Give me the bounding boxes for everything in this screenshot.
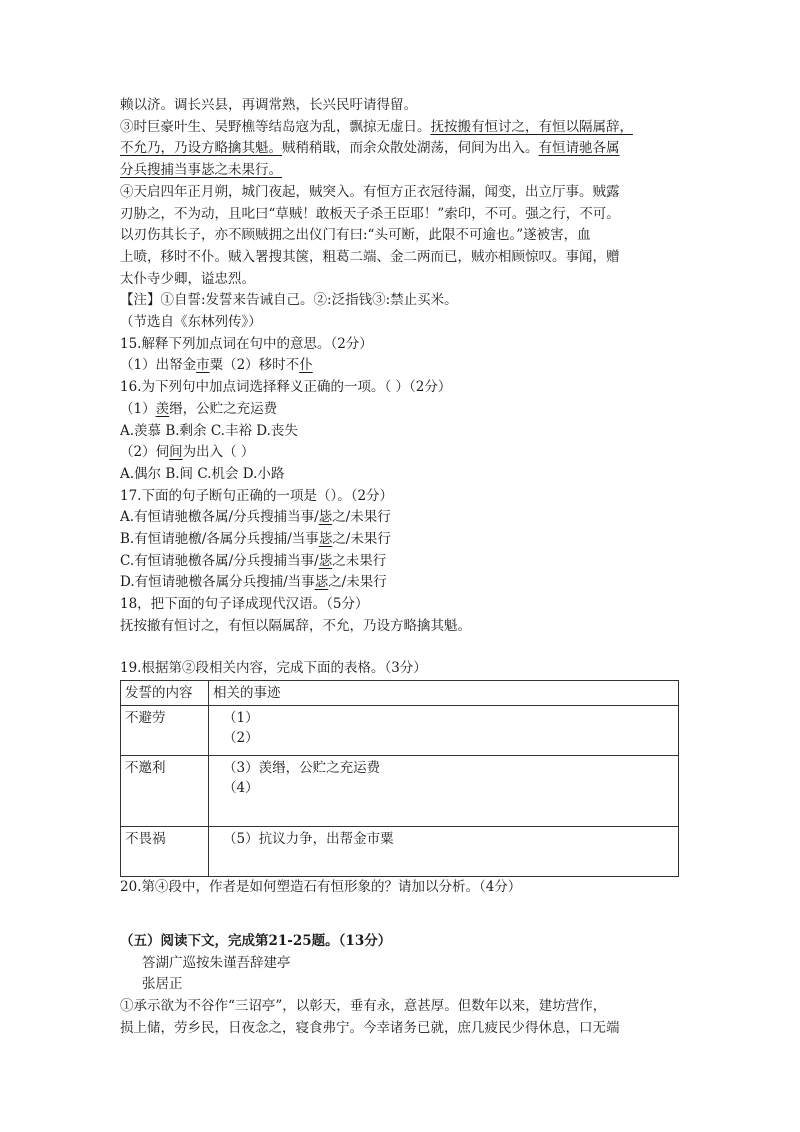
question-15-stem: 15.解释下列加点词在句中的意思。（2分） [120,335,373,352]
paragraph-4-line: 以刃伤其长子，亦不顾贼拥之出仪门有曰:“头可断，此限不可逾也。”遂被害，血 [120,227,591,244]
underlined-sentence-17: 有恒请驰各属 [538,140,620,157]
underlined-sentence-18-end: 不允乃，乃设方略擒其魁。 [120,140,282,157]
table-header-row [121,681,679,706]
oath-table [120,680,679,877]
table-row [121,706,679,756]
oath-cell: 不邀利 [121,756,209,827]
paragraph-4-line: 刃胁之，不为动，且叱曰“草贼！敢板天子杀王臣耶！”索印，不可。强之行，不可。 [120,205,620,222]
paragraph-3-line-3 [120,160,690,182]
question-16-options-2: A.偶尔 B.间 C.机会 D.小路 [120,465,285,482]
essay-author: 张居正 [142,976,183,993]
dotted-word: 间 [169,444,183,461]
deeds-cell[interactable]: （1） （2） [209,706,679,756]
dotted-word: 毖 [314,574,329,591]
dotted-word: 毖 [318,531,333,548]
dotted-word: 毖 [318,552,333,569]
question-17-option-a: A.有恒请驰檄各属/分兵搜捕当事/毖之/未果行 [120,509,391,526]
question-17-option-c: C.有恒请驰檄各属/分兵搜捕当事/毖之未果行 [120,552,387,569]
dotted-word: 毖 [318,509,333,526]
paragraph-3-line-2: 不允乃，乃设方略擒其魁。贼稍稍戢，而余众散处湖荡，伺间为出入。有恒请驰各属 [120,140,620,157]
question-19-stem: 19.根据第②段相关内容，完成下面的表格。（3分） [120,659,427,676]
underlined-sentence-18: 抚按搬有恒讨之，有恒以隔属辞， [430,118,633,135]
document-page [120,95,690,1040]
paragraph-4-line: ④天启四年正月朔，城门夜起，贼突入。有恒方正衣冠待漏，闻变，出立厅事。贼露 [120,183,620,200]
question-16-options-1: A.羡慕 B.剩余 C.丰裕 D.丧失 [120,422,298,439]
table-row [121,827,679,877]
question-17-option-d: D.有恒请驰檄各属分兵搜捕/当事毖之/未果行 [120,574,387,591]
deeds-cell[interactable]: （3）羡缗，公贮之充运费 （4） [209,756,679,827]
question-16-stem: 16.为下列句中加点词选择释义正确的一项。（ ）（2分） [120,379,452,396]
question-18-stem: 18，把下面的句子译成现代汉语。（5分） [120,596,369,613]
section-5-heading: （五）阅读下文，完成第21-25题。（13分） [120,932,392,949]
annotation-note: 【注】①自誓:发誓来告诫自己。②:泛指钱③:禁止买米。 [120,292,458,309]
dotted-word: 羡 [155,400,170,417]
essay-title: 答湖广巡按朱谨吾辞建亭 [142,954,291,971]
dotted-word: 市 [196,357,210,374]
paragraph-4-line: 上喷，移时不仆。贼入署搜其箧，粗葛二端、金二两而已，贼亦相顾惊叹。事闻，赠 [120,248,620,265]
question-17-option-b: B.有恒请驰檄/各属分兵搜捕/当事毖之/未果行 [120,531,391,548]
underlined-sentence-17-end: 分兵搜捕当事毖之未果行。 [120,162,282,179]
paragraph-3-line-1: ③时巨豪叶生、吴野樵等结岛寇为乱，飘掠无虚日。抚按搬有恒讨之，有恒以隔属辞， [120,118,633,135]
table-header-cell: 发誓的内容 [121,681,209,706]
question-17-stem: 17.下面的句子断句正确的一项是（）。（2分） [120,487,394,504]
paragraph-4-line: 太仆寺少卿，谥忠烈。 [120,270,255,287]
essay-paragraph-1-line: 损上储，劳乡民，日夜念之，寝食弗宁。今幸诸务已就，庶几疲民少得休息，口无端 [120,1019,620,1036]
oath-cell: 不避劳 [121,706,209,756]
paragraph-2-tail: 赖以济。调长兴县，再调常熟，长兴民吁请得留。 [120,97,417,113]
question-20: 20.第④段中，作者是如何塑造石有恒形象的？请加以分析。（4分） [120,879,522,896]
essay-paragraph-1-line: ①承示欲为不谷作“三诏亭”，以彰天，垂有永，意甚厚。但数年以来，建坊营作， [120,998,607,1015]
table-row [121,756,679,827]
source-citation: （节选自《东林列传》） [120,314,262,331]
table-header-cell: 相关的事迹 [209,681,679,706]
oath-cell: 不畏祸 [121,827,209,877]
question-16-item-2: （2）伺间为出入（ ） [120,444,255,461]
question-15-items: （1）出帑金市粟（2）移时不仆 [120,357,313,374]
dotted-word: 仆 [299,357,313,374]
question-16-item-1: （1）羡缗，公贮之充运费 [120,400,278,417]
question-18-sentence: 抚按撤有恒讨之，有恒以隔属辞，不允，乃设方略擒其魁。 [120,617,471,634]
deeds-cell[interactable]: （5）抗议力争，出帮金市粟 [209,827,679,877]
